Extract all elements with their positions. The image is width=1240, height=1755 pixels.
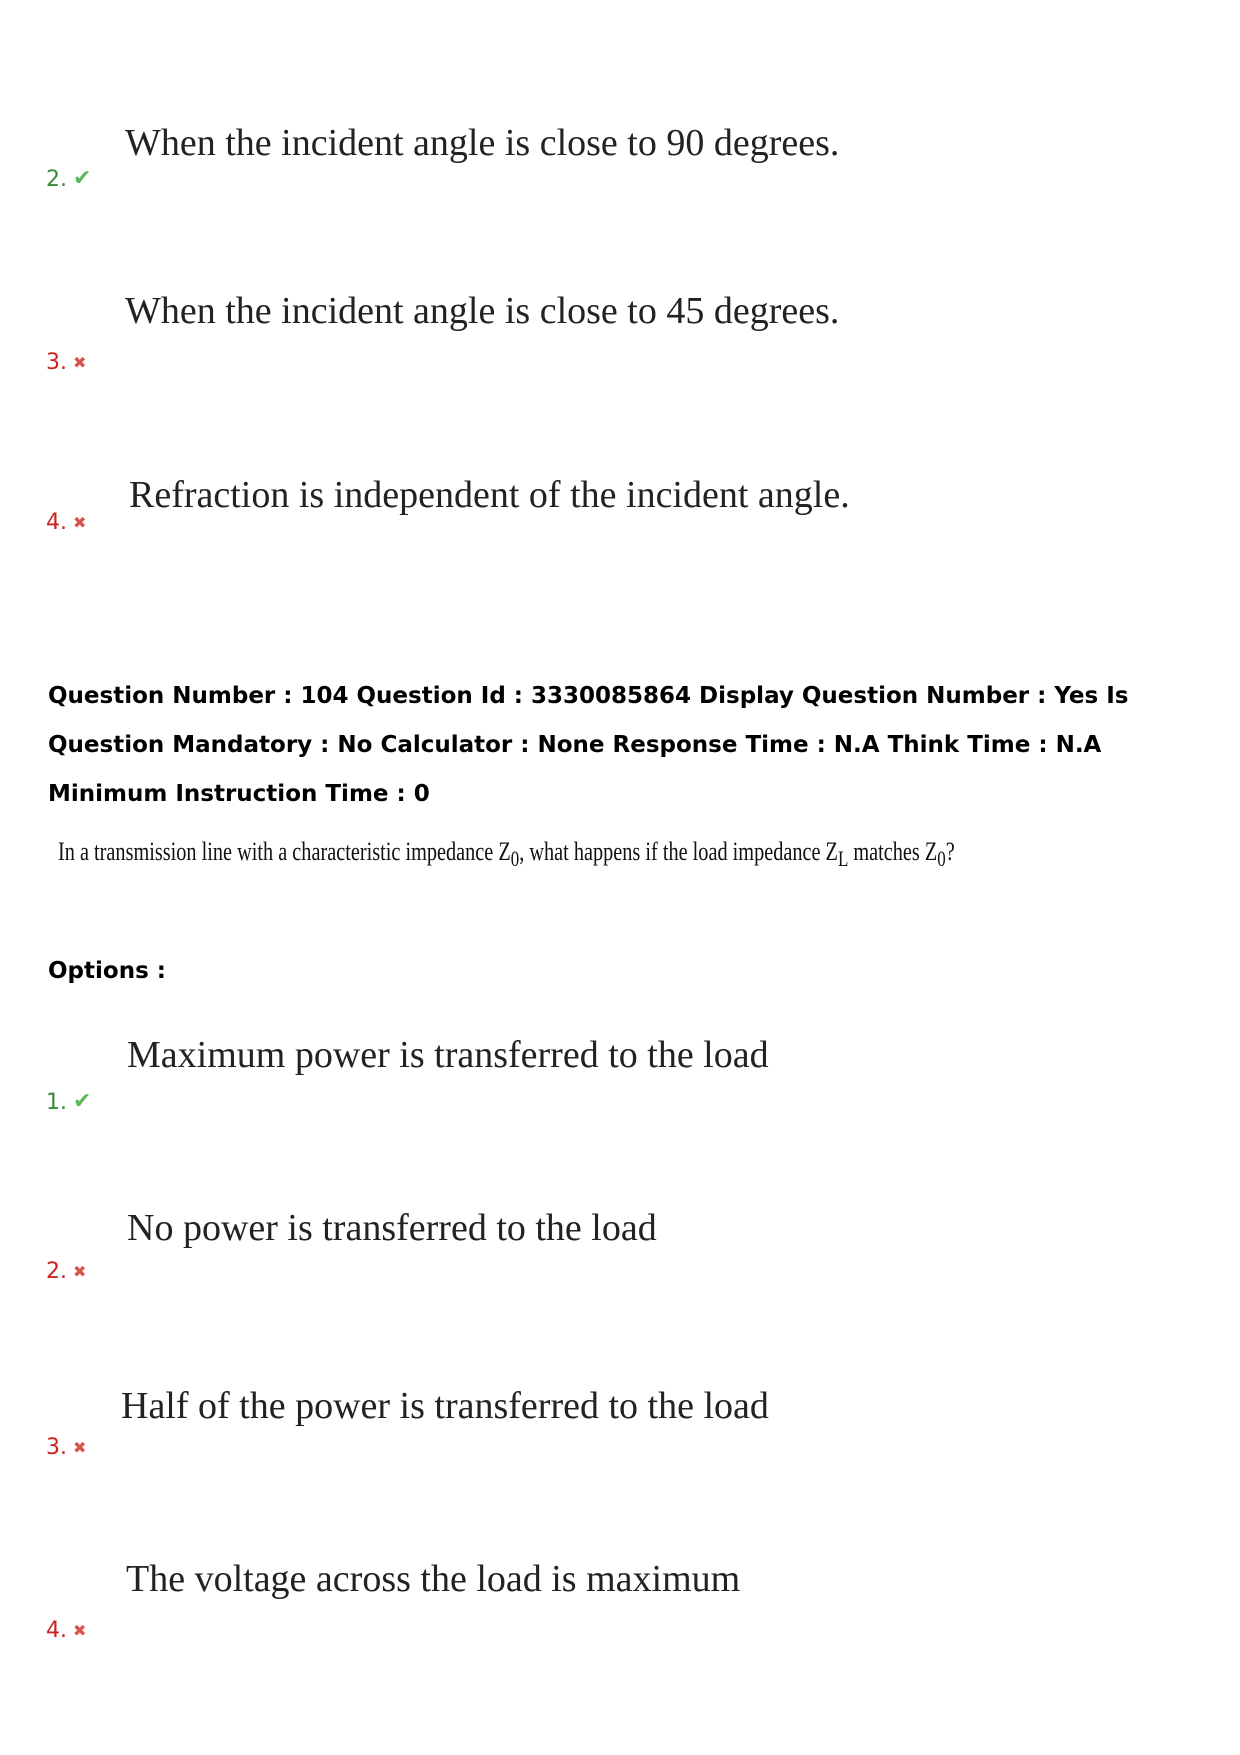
option-text: Refraction is independent of the incident angle.	[129, 474, 850, 516]
option-number-text: 1.	[46, 1090, 67, 1115]
option-number	[46, 166, 91, 193]
option-number-text: 2.	[46, 1259, 67, 1284]
option-number-text: 4.	[46, 510, 67, 535]
check-icon: ✔	[73, 166, 92, 191]
subscript: 0	[510, 847, 520, 872]
cross-icon: ✖	[73, 1438, 87, 1457]
cross-icon: ✖	[73, 513, 87, 532]
option-number	[46, 1089, 91, 1116]
question-text-part: , what happens if the load impedance Z	[519, 837, 838, 866]
question-text-part: In a transmission line with a characteristic impedance Z	[58, 837, 511, 866]
option-text: When the incident angle is close to 45 degrees.	[125, 290, 840, 332]
options-heading: Options :	[48, 958, 166, 984]
option-number	[46, 510, 86, 536]
option-number	[46, 1259, 86, 1285]
cross-icon: ✖	[73, 1262, 87, 1281]
question-text	[58, 836, 955, 875]
question-meta: Question Number : 104 Question Id : 3330085864 Display Question Number : Yes Is Question Mandatory : No Calculator : None Response Time : N.A Think Time : N.A Minimum Instruction Time : 0	[48, 683, 1129, 807]
option-text: Maximum power is transferred to the load	[127, 1034, 769, 1076]
option-number	[46, 350, 86, 376]
cross-icon: ✖	[73, 1621, 87, 1640]
subscript: L	[837, 847, 849, 872]
cross-icon: ✖	[73, 353, 87, 372]
question-text-part: matches Z	[848, 837, 938, 866]
option-text: The voltage across the load is maximum	[126, 1558, 741, 1600]
option-number-text: 4.	[46, 1618, 67, 1643]
check-icon: ✔	[73, 1089, 92, 1114]
question-text-part: ?	[945, 837, 955, 866]
option-number-text: 3.	[46, 1435, 67, 1460]
option-number-text: 2.	[46, 167, 67, 192]
option-text: Half of the power is transferred to the load	[121, 1385, 769, 1427]
option-text: No power is transferred to the load	[127, 1207, 657, 1249]
option-number	[46, 1618, 86, 1644]
option-number	[46, 1435, 86, 1461]
option-number-text: 3.	[46, 350, 67, 375]
option-text: When the incident angle is close to 90 degrees.	[125, 122, 840, 164]
subscript: 0	[937, 847, 946, 872]
